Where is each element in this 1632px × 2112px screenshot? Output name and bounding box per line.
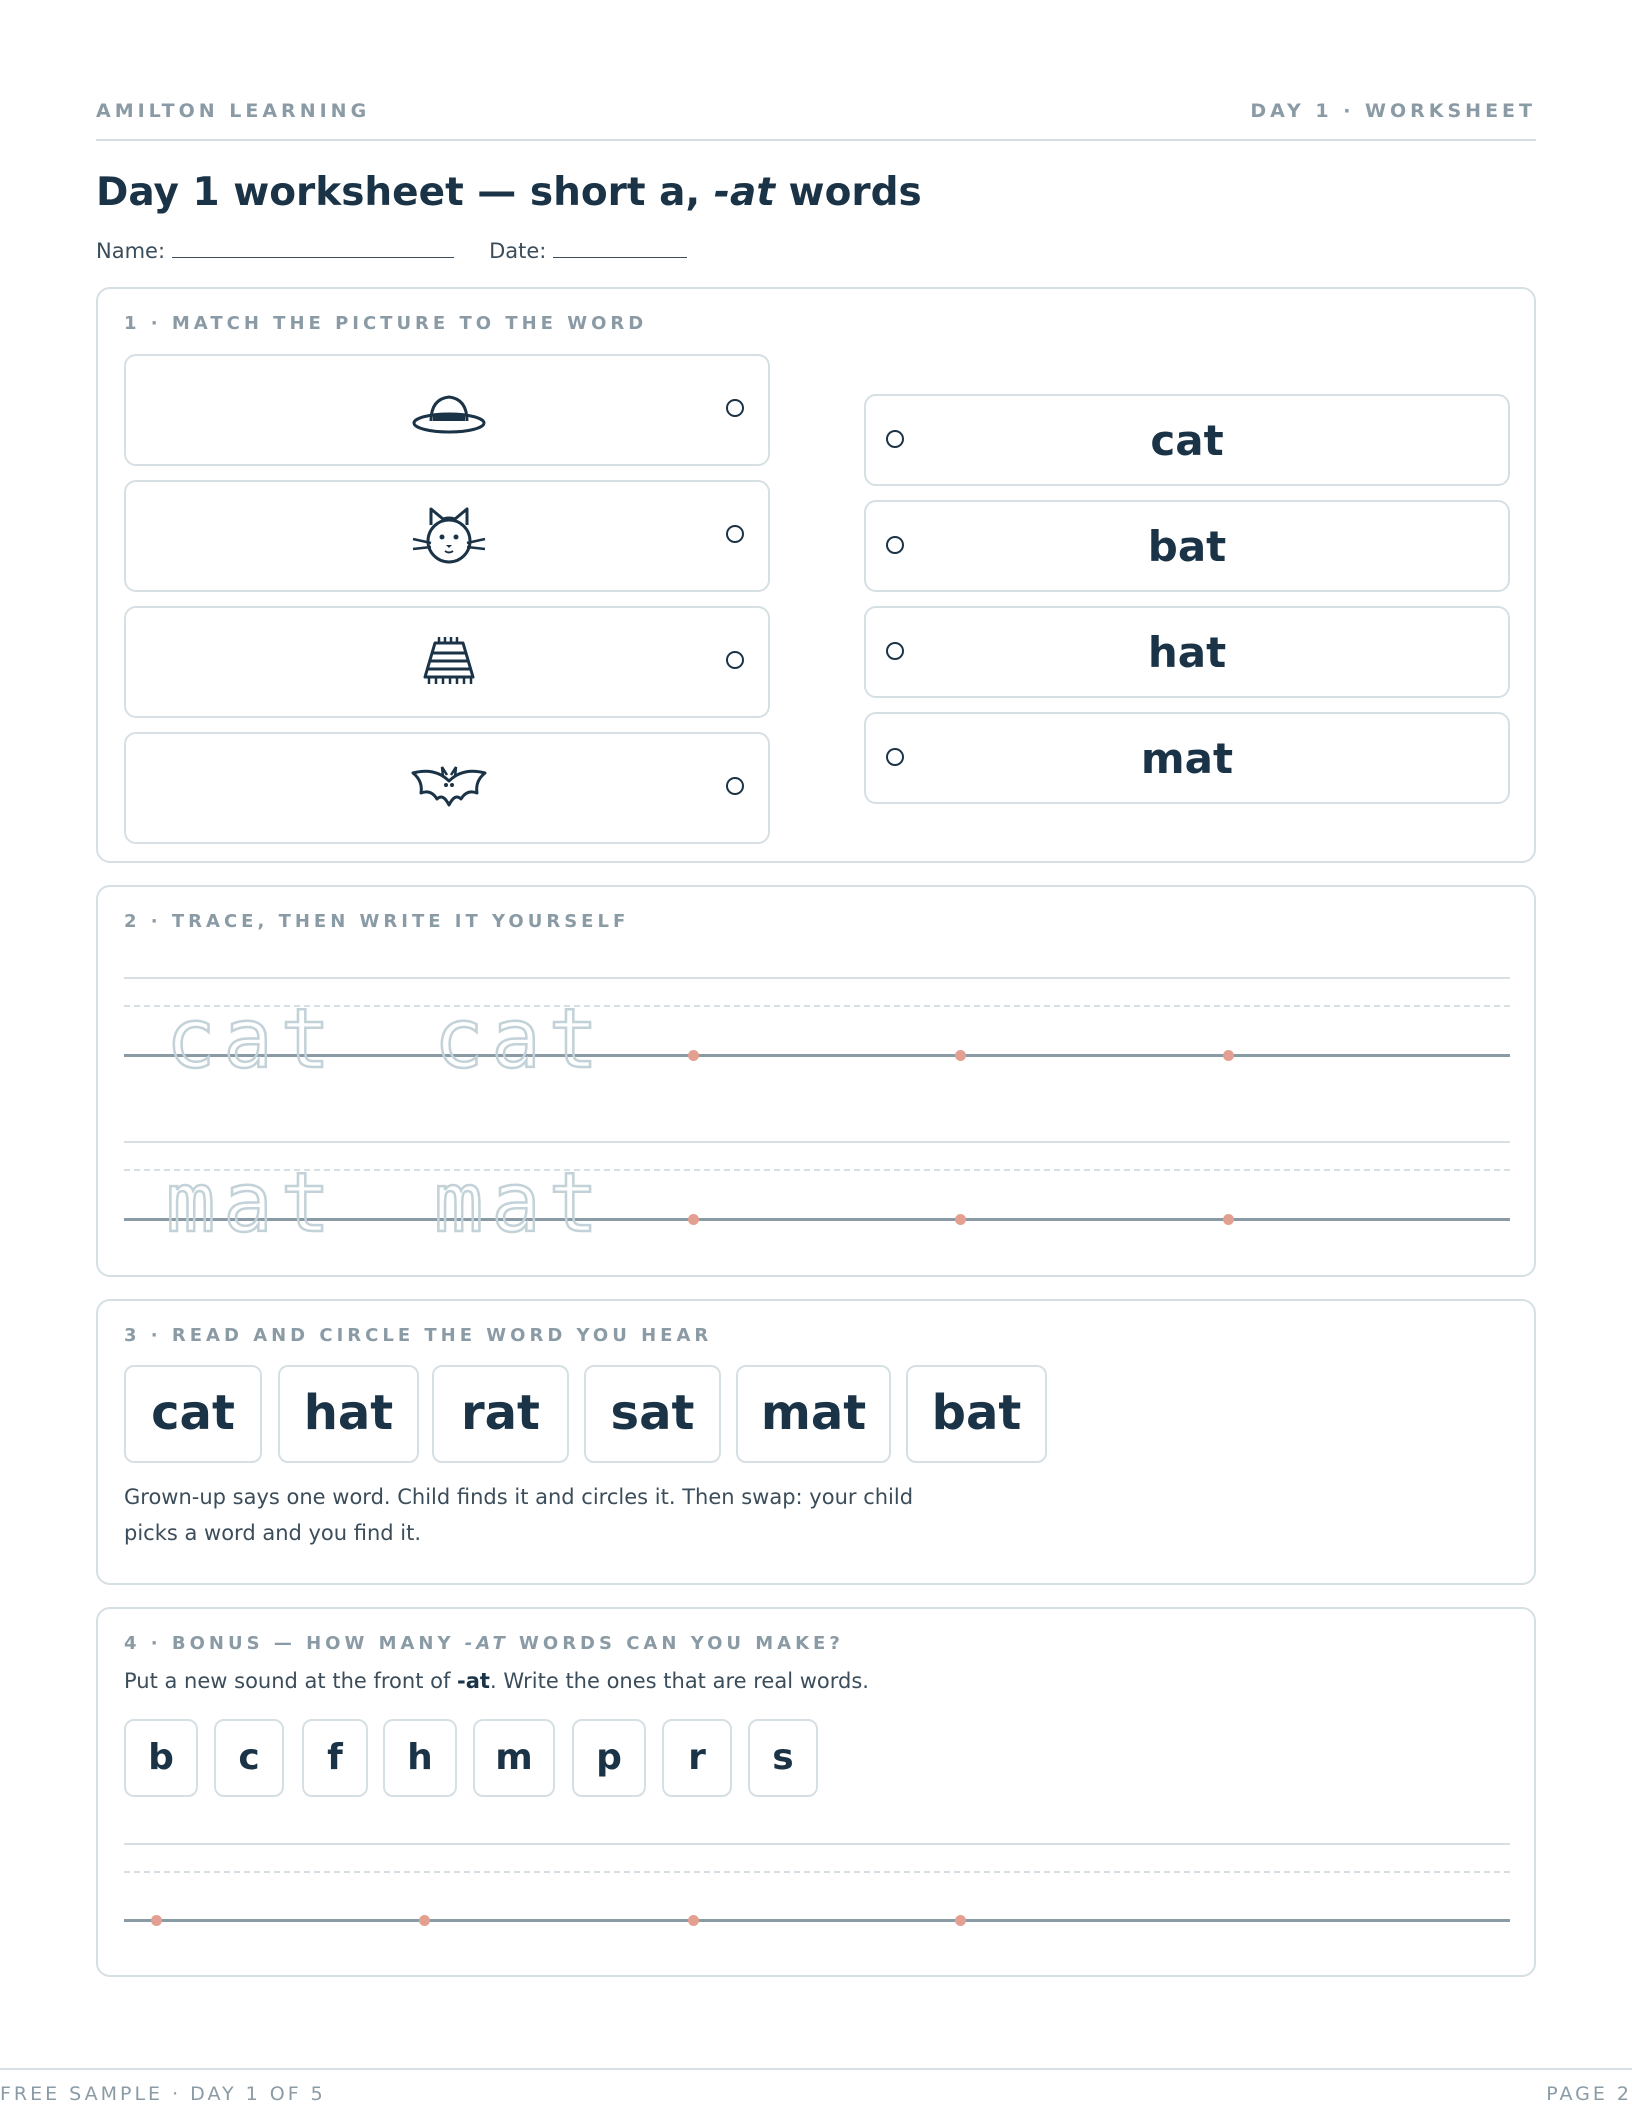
instructions-note: Grown-up says one word. Child finds it and circles it. Then swap: your child picks a word and you find it. — [124, 1485, 914, 1545]
name-label: Name: — [96, 239, 166, 263]
letter-tile[interactable]: m — [473, 1719, 555, 1797]
name-field[interactable] — [172, 238, 454, 258]
picture-card-mat[interactable] — [124, 606, 770, 718]
word-choice[interactable]: hat — [278, 1365, 419, 1463]
title-emphasis: -at — [713, 170, 775, 215]
letter-tile[interactable]: r — [662, 1719, 732, 1797]
word-card[interactable] — [864, 712, 1510, 804]
letter-tile[interactable]: p — [572, 1719, 646, 1797]
section-label — [124, 1633, 844, 1654]
date-field[interactable] — [553, 238, 687, 258]
name-date-row — [96, 238, 687, 263]
bonus-instructions — [124, 1669, 869, 1693]
word-card[interactable] — [864, 394, 1510, 486]
label-emphasis: -AT — [464, 1633, 509, 1654]
start-dot — [955, 1214, 966, 1225]
letter-tile[interactable]: h — [383, 1719, 457, 1797]
start-dot — [419, 1915, 430, 1926]
start-dot — [955, 1915, 966, 1926]
day-label: DAY 1 · WORKSHEET — [1250, 100, 1536, 122]
footer-page-number: PAGE 2 — [1546, 2083, 1632, 2105]
start-dot — [1223, 1050, 1234, 1061]
start-dot — [151, 1915, 162, 1926]
word-choice[interactable]: cat — [124, 1365, 262, 1463]
top-line — [124, 977, 1510, 979]
trace-word: mat — [434, 1156, 607, 1251]
word-card[interactable] — [864, 606, 1510, 698]
base-line — [124, 1919, 1510, 1922]
label-text: 4 · BONUS — HOW MANY — [124, 1633, 465, 1654]
match-dot[interactable] — [726, 651, 744, 669]
picture-card-bat[interactable] — [124, 732, 770, 844]
section-label: 3 · READ AND CIRCLE THE WORD YOU HEAR — [124, 1325, 713, 1346]
bat-icon — [409, 755, 489, 825]
picture-card-cat[interactable] — [124, 480, 770, 592]
title-text-end: words — [774, 170, 922, 215]
brand-name: AMILTON LEARNING — [96, 100, 371, 122]
title-text: Day 1 worksheet — short a, — [96, 170, 714, 215]
top-line — [124, 1141, 1510, 1143]
mid-dashed-line — [124, 1871, 1510, 1873]
hat-icon — [409, 377, 489, 447]
top-line — [124, 1843, 1510, 1845]
word-choice[interactable]: rat — [432, 1365, 569, 1463]
worksheet-title — [96, 170, 922, 215]
letter-tile[interactable]: s — [748, 1719, 818, 1797]
section-label: 1 · MATCH THE PICTURE TO THE WORD — [124, 313, 648, 334]
section-bonus — [96, 1607, 1536, 1977]
cat-icon — [409, 503, 489, 573]
handwriting-row[interactable] — [124, 1843, 1510, 1943]
letter-tile[interactable]: b — [124, 1719, 198, 1797]
start-dot — [1223, 1214, 1234, 1225]
word-choice[interactable]: bat — [906, 1365, 1047, 1463]
intro-text: Put a new sound at the front of — [124, 1669, 458, 1693]
footer-divider — [0, 2068, 1632, 2070]
start-dot — [955, 1050, 966, 1061]
section-label: 2 · TRACE, THEN WRITE IT YOURSELF — [124, 911, 630, 932]
word-label: cat — [1150, 416, 1224, 465]
match-dot[interactable] — [726, 777, 744, 795]
intro-text-end: . Write the ones that are real words. — [489, 1669, 869, 1693]
word-choice[interactable]: sat — [584, 1365, 721, 1463]
handwriting-row[interactable] — [124, 1141, 1510, 1251]
mat-icon — [409, 629, 489, 699]
picture-card-hat[interactable] — [124, 354, 770, 466]
match-dot[interactable] — [726, 525, 744, 543]
word-label: mat — [1140, 734, 1234, 783]
section-match — [96, 287, 1536, 863]
start-dot — [688, 1214, 699, 1225]
intro-bold: -at — [457, 1669, 490, 1693]
footer-left: FREE SAMPLE · DAY 1 OF 5 — [0, 2083, 326, 2105]
word-card[interactable] — [864, 500, 1510, 592]
section-circle — [96, 1299, 1536, 1585]
page-header — [96, 96, 1536, 141]
word-label: hat — [1147, 628, 1227, 677]
start-dot — [688, 1915, 699, 1926]
trace-word: mat — [166, 1156, 339, 1251]
word-choice[interactable]: mat — [736, 1365, 891, 1463]
trace-word: cat — [166, 992, 339, 1087]
date-label: Date: — [489, 239, 547, 263]
match-dot[interactable] — [726, 399, 744, 417]
letter-tile[interactable]: f — [302, 1719, 368, 1797]
letter-tile[interactable]: c — [214, 1719, 284, 1797]
trace-word: cat — [434, 992, 607, 1087]
handwriting-row[interactable] — [124, 977, 1510, 1087]
word-label: bat — [1147, 522, 1227, 571]
section-trace — [96, 885, 1536, 1277]
start-dot — [688, 1050, 699, 1061]
label-text-end: WORDS CAN YOU MAKE? — [508, 1633, 844, 1654]
